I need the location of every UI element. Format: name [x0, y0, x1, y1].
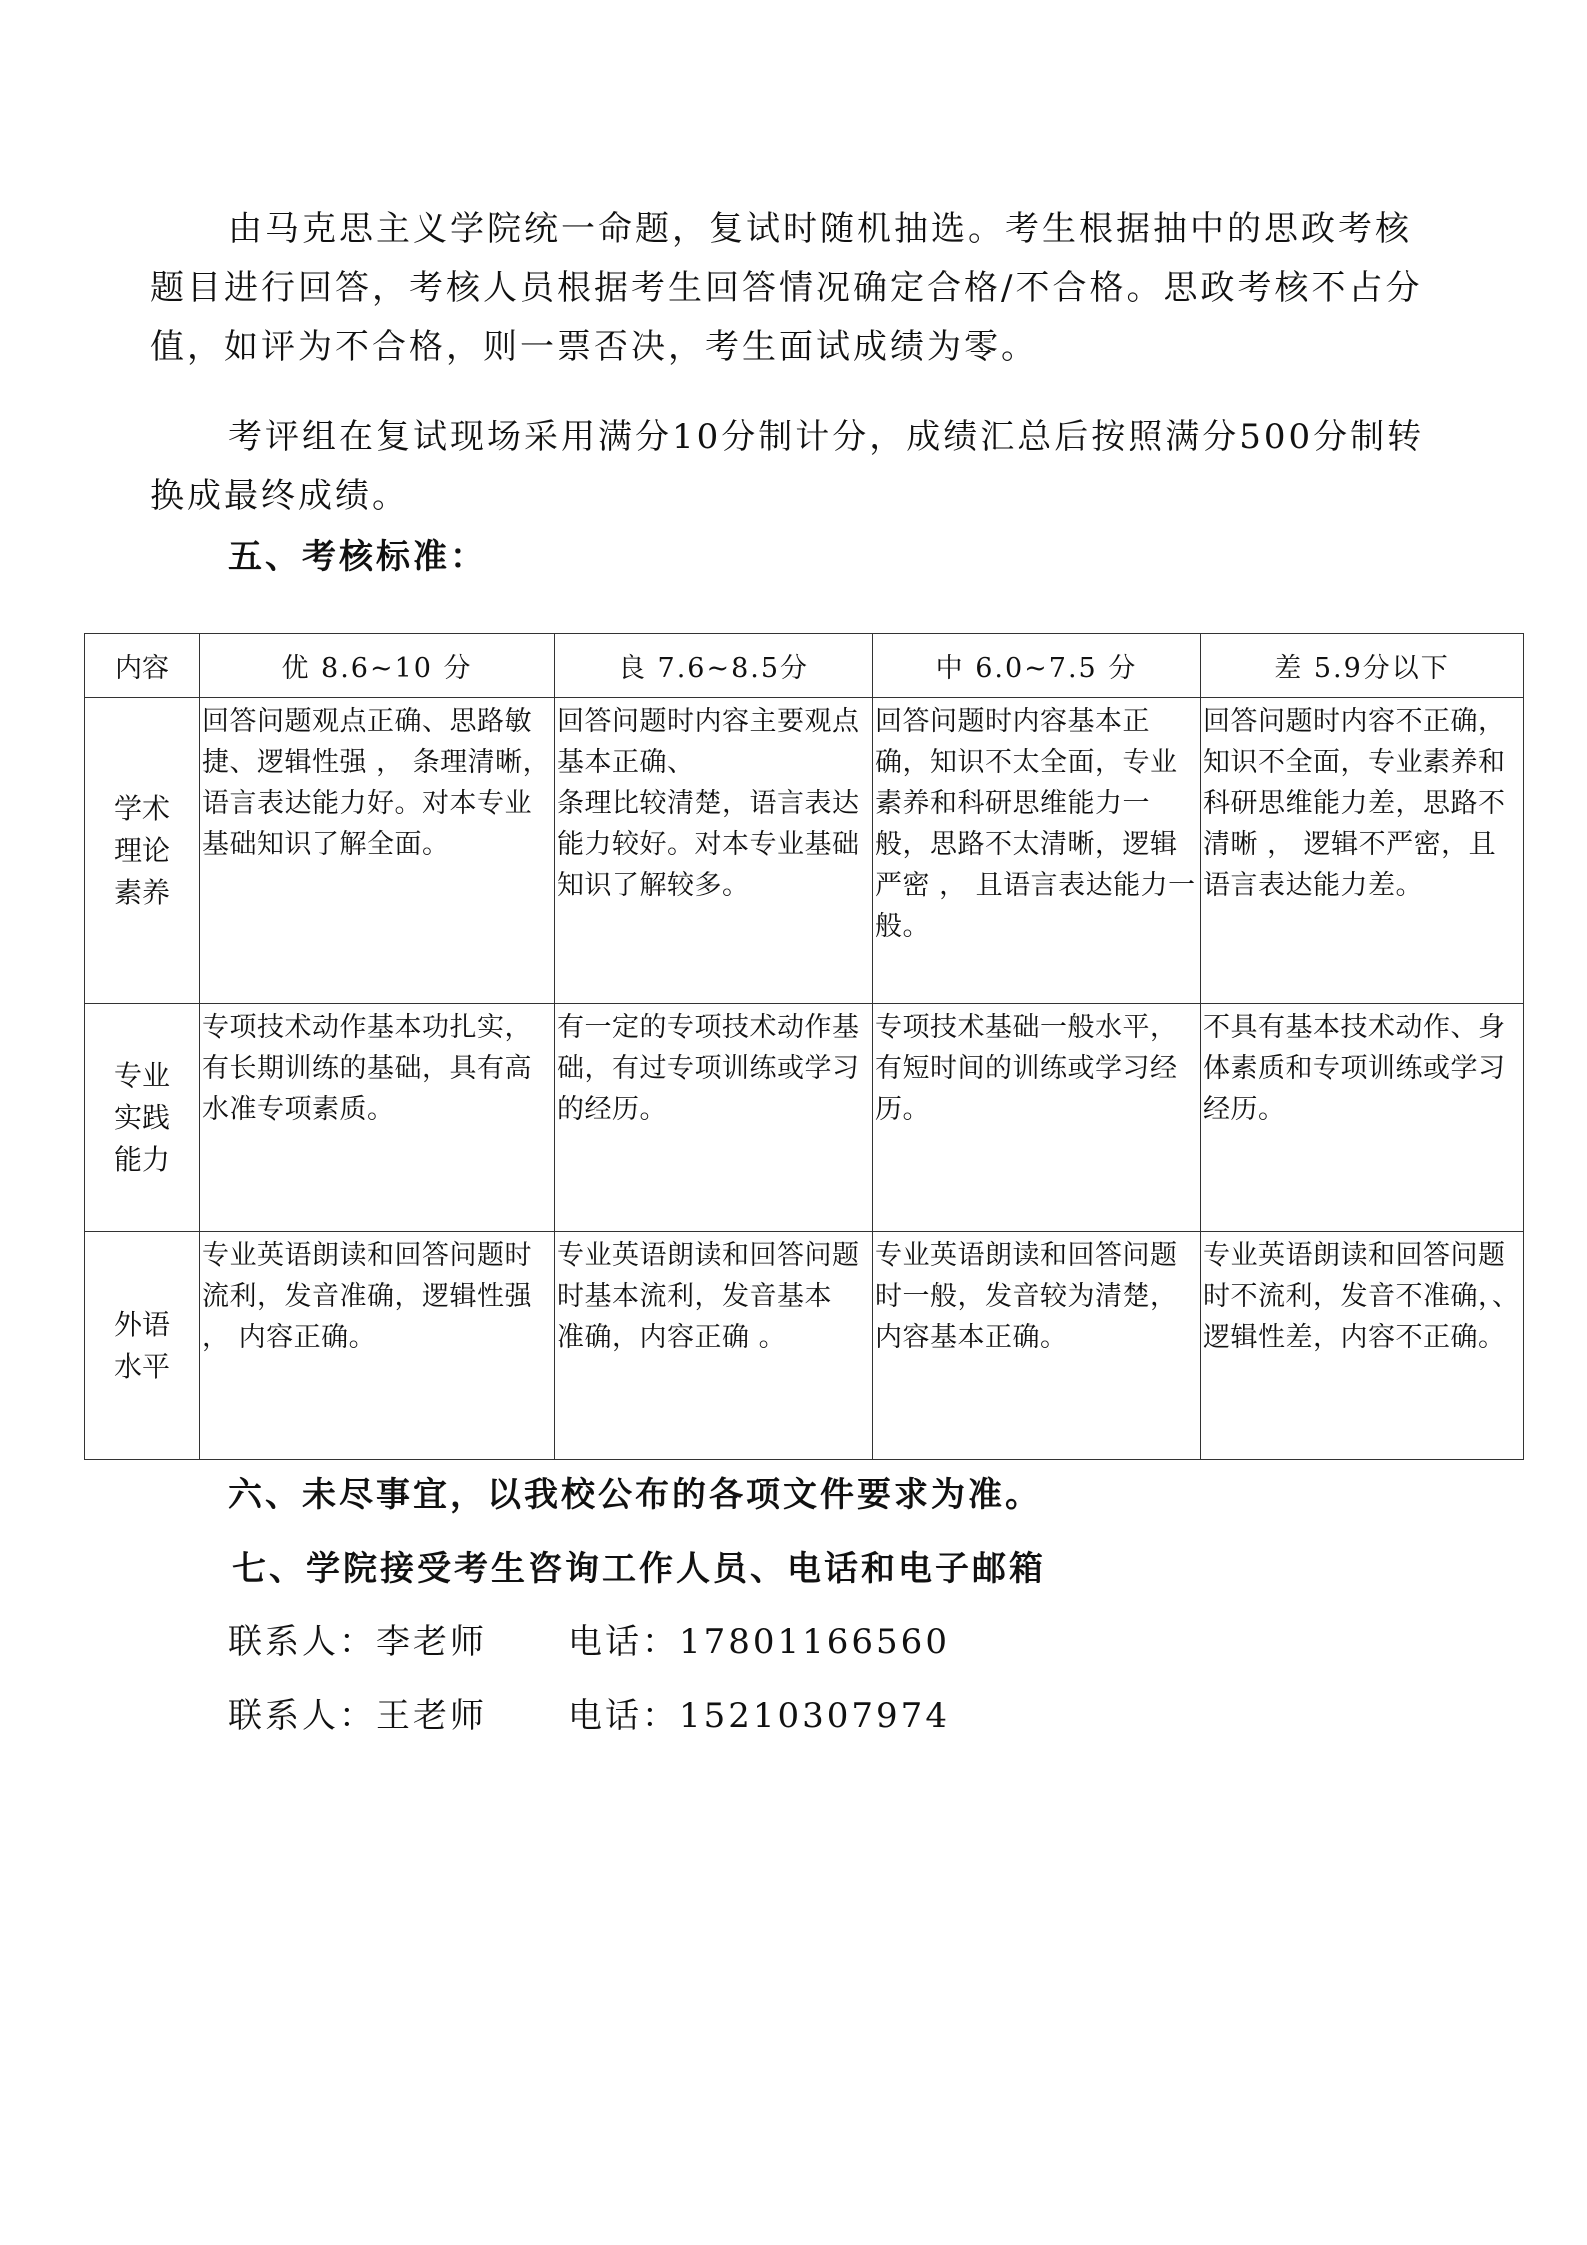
table-cell: 回答问题时内容不正确，知识不全面，专业素养和科研思维能力差，思路不清晰 ， 逻辑不严密，且语言表达能力差。: [1201, 698, 1524, 1004]
table-cell: 专项技术基础一般水平，有短时间的训练或学习经历。: [873, 1004, 1201, 1232]
table-cell: 回答问题时内容主要观点基本正确、 条理比较清楚，语言表达能力较好。对本专业基础知识了解较多。: [555, 698, 873, 1004]
paragraph-political-assessment: 由马克思主义学院统一命题，复试时随机抽选。考生根据抽中的思政考核题目进行回答，考核人员根据考生回答情况确定合格/不合格。思政考核不占分值，如评为不合格，则一票否决，考生面试成绩为零。: [150, 209, 1423, 367]
table-cell: 有一定的专项技术动作基础，有过专项训练或学习的经历。: [555, 1004, 873, 1232]
table-header-row: [85, 634, 1524, 698]
paragraph-scoring-system: 考评组在复试现场采用满分10分制计分，成绩汇总后按照满分500分制转换成最终成绩。: [150, 417, 1425, 516]
contact-name: 联系人：李老师: [228, 1622, 487, 1662]
section-heading-miscellaneous: 六、未尽事宜，以我校公布的各项文件要求为准。: [228, 1475, 1042, 1515]
header-excellent: 优 8.6~10 分: [200, 634, 555, 698]
header-content: 内容: [85, 634, 200, 698]
table-cell: 不具有基本技术动作、身体素质和专项训练或学习经历。: [1201, 1004, 1524, 1232]
contact-phone: 电话：17801166560: [568, 1622, 950, 1662]
section-heading-contacts: 七、学院接受考生咨询工作人员、电话和电子邮箱: [232, 1549, 1046, 1589]
table-row-practical-ability: [85, 1004, 1524, 1232]
contact-name: 联系人：王老师: [228, 1696, 487, 1736]
row-label-text: 专业 实践 能力: [113, 1058, 170, 1176]
table-cell: 专业英语朗读和回答问题时流利，发音准确，逻辑性强 ， 内容正确。: [200, 1232, 555, 1460]
assessment-criteria-table: [84, 633, 1524, 1460]
table-row-foreign-language: [85, 1232, 1524, 1460]
section-heading-assessment-criteria: 五、考核标准：: [228, 537, 487, 577]
row-label: [85, 1004, 200, 1232]
row-label-text: 学术 理论 素养: [113, 791, 170, 909]
header-medium: 中 6.0~7.5 分: [873, 634, 1201, 698]
header-poor: 差 5.9分以下: [1201, 634, 1524, 698]
table-cell: 回答问题观点正确、思路敏捷、逻辑性强 ， 条理清晰，语言表达能力好。对本专业基础知识了解全面。: [200, 698, 555, 1004]
table-cell: 专业英语朗读和回答问题时不流利，发音不准确，、逻辑性差，内容不正确。: [1201, 1232, 1524, 1460]
row-label-text: 外语 水平: [113, 1307, 170, 1383]
table-cell: 专业英语朗读和回答问题时一般，发音较为清楚，内容基本正确。: [873, 1232, 1201, 1460]
contact-line: [228, 1692, 950, 1740]
contact-phone: 电话：15210307974: [568, 1696, 950, 1736]
table-cell: 回答问题时内容基本正确，知识不太全面，专业素养和科研思维能力一般，思路不太清晰，逻辑严密 ， 且语言表达能力一般。: [873, 698, 1201, 1004]
contact-line: [228, 1618, 950, 1666]
header-good: 良 7.6~8.5分: [555, 634, 873, 698]
table-cell: 专业英语朗读和回答问题时基本流利，发音基本 准确，内容正确 。: [555, 1232, 873, 1460]
row-label: [85, 698, 200, 1004]
table-row-academic-theory: [85, 698, 1524, 1004]
table-cell: 专项技术动作基本功扎实，有长期训练的基础，具有高水准专项素质。: [200, 1004, 555, 1232]
row-label: [85, 1232, 200, 1460]
